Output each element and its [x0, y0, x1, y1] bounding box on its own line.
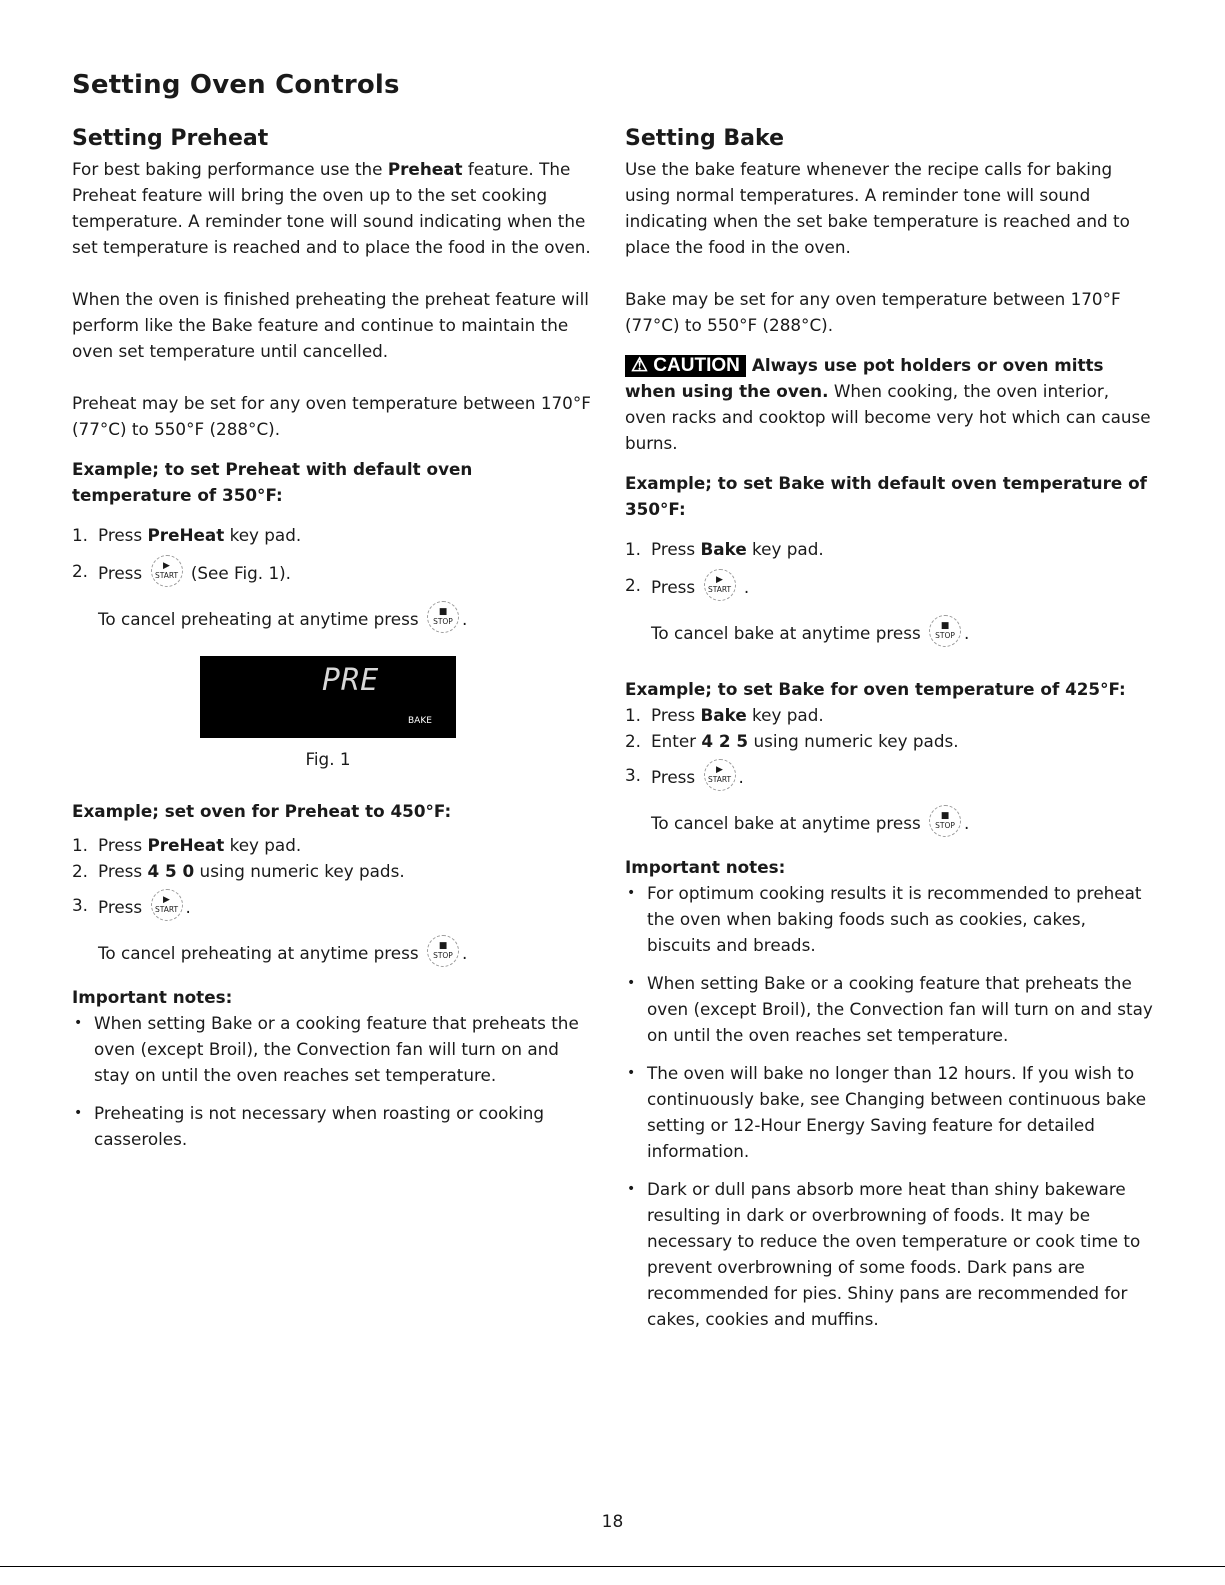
- preheat-example2-steps: [72, 832, 592, 924]
- step-text: using numeric key pads.: [748, 731, 959, 751]
- step-text: key pad.: [224, 525, 302, 545]
- preheat-heading: Setting Preheat: [72, 126, 269, 151]
- preheat-range: Preheat may be set for any oven temperature between 170°F (77°C) to 550°F (288°C).: [72, 393, 591, 439]
- step-keyword: 4 2 5: [701, 731, 749, 751]
- oven-display: [200, 656, 456, 738]
- stop-key-icon: [929, 615, 961, 647]
- bake-notes-title: Important notes:: [625, 857, 786, 877]
- preheat-intro: [72, 156, 592, 260]
- page-title: Setting Oven Controls: [72, 70, 400, 100]
- figure-1: [200, 656, 456, 772]
- step-number: 1.: [72, 835, 89, 855]
- preheat-column: [72, 124, 592, 1164]
- bake-example1-title: Example; to set Bake with default oven temperature of 350°F:: [625, 473, 1147, 519]
- cancel-text: To cancel bake at anytime press: [651, 623, 921, 643]
- start-key-label: START: [707, 585, 732, 594]
- stop-key-label: STOP: [935, 821, 955, 830]
- start-key-label: START: [154, 571, 179, 580]
- step-number: 1.: [625, 539, 642, 559]
- stop-icon: ■: [438, 607, 448, 617]
- start-key-label: START: [707, 775, 732, 784]
- list-item: • The oven will bake no longer than 12 hours. If you wish to continuously bake, see Changing between continuous bake setting or 12-Hour Energy Saving feature for detailed information.: [625, 1060, 1155, 1164]
- list-item: [625, 728, 1155, 754]
- step-text: Press: [651, 577, 696, 597]
- figure-caption: Fig. 1: [305, 749, 351, 769]
- cancel-text: To cancel preheating at anytime press: [98, 609, 419, 629]
- step-number: 2.: [625, 575, 642, 595]
- list-item: • Dark or dull pans absorb more heat than shiny bakeware resulting in dark or overbrowning of foods. It may be necessary to reduce the oven temperature or cook time to prevent overbrowning of some foods. Dark pans are recommended for pies. Shiny pans are recommended for cakes, cookies and muffins.: [625, 1176, 1155, 1332]
- play-icon: ▶: [716, 575, 723, 585]
- step-number: 2.: [72, 561, 89, 581]
- step-number: 2.: [625, 731, 642, 751]
- cancel-text: To cancel bake at anytime press: [651, 813, 921, 833]
- step-text: key pad.: [746, 705, 824, 725]
- bake-intro: Use the bake feature whenever the recipe calls for baking using normal temperatures. A reminder tone will sound indicating when the set bake temperature is reached and to place the food in the oven.: [625, 159, 1130, 257]
- start-key-icon: [704, 569, 736, 601]
- preheat-example2-cancel: To cancel preheating at anytime press ■ STOP .: [98, 938, 592, 970]
- step-text: Press: [651, 767, 696, 787]
- stop-icon: ■: [438, 941, 448, 951]
- list-item: [72, 558, 592, 590]
- caution-paragraph: [625, 352, 1155, 456]
- step-keyword: 4 5 0: [147, 861, 195, 881]
- stop-key-label: STOP: [433, 951, 453, 960]
- cancel-text: To cancel preheating at anytime press: [98, 943, 419, 963]
- list-item: [625, 702, 1155, 728]
- step-text: Press: [98, 835, 148, 855]
- play-icon: ▶: [163, 561, 170, 571]
- preheat-paragraph-2: When the oven is finished preheating the preheat feature will perform like the Bake feature and continue to maintain the oven set temperature until cancelled.: [72, 289, 589, 361]
- bake-example2-title: Example; to set Bake for oven temperature of 425°F:: [625, 679, 1126, 699]
- step-text: Enter: [651, 731, 702, 751]
- bake-column: [625, 124, 1155, 1344]
- bottom-rule: [0, 1566, 1225, 1567]
- step-text: key pad.: [746, 539, 824, 559]
- preheat-notes-title: Important notes:: [72, 987, 233, 1007]
- preheat-notes-list: [72, 1010, 592, 1152]
- list-item: • When setting Bake or a cooking feature that preheats the oven (except Broil), the Convection fan will turn on and stay on until the oven reaches set temperature.: [72, 1010, 592, 1088]
- step-number: 2.: [72, 861, 89, 881]
- preheat-intro-bold: Preheat: [387, 159, 463, 179]
- play-icon: ▶: [716, 765, 723, 775]
- step-text: Press: [98, 563, 143, 583]
- preheat-intro-text-b: feature. The Preheat feature will bring the oven up to the set cooking temperature. A reminder tone will sound indicating when the set temperature is reached and to place the food in the oven.: [72, 159, 591, 257]
- step-text: using numeric key pads.: [194, 861, 405, 881]
- step-keyword: PreHeat: [147, 525, 225, 545]
- list-item: [72, 858, 592, 884]
- caution-text: When cooking, the oven interior, oven racks and cooktop will become very hot which can cause burns.: [625, 381, 1151, 453]
- step-text: key pad.: [224, 835, 302, 855]
- page-number: 18: [601, 1512, 624, 1532]
- step-number: 3.: [72, 895, 89, 915]
- step-text: Press: [651, 539, 701, 559]
- start-key-icon: [704, 759, 736, 791]
- step-keyword: PreHeat: [147, 835, 225, 855]
- step-keyword: Bake: [700, 539, 747, 559]
- stop-icon: ■: [940, 621, 950, 631]
- bake-example1-cancel: To cancel bake at anytime press ■ STOP .: [651, 618, 1155, 650]
- step-text: (See Fig. 1).: [190, 563, 292, 583]
- list-item: [625, 762, 1155, 794]
- step-text: Press: [98, 525, 148, 545]
- step-text: Press: [98, 861, 148, 881]
- list-item: • For optimum cooking results it is recommended to preheat the oven when baking foods such as cookies, cakes, biscuits and breads.: [625, 880, 1155, 958]
- bake-notes-list: [625, 880, 1155, 1332]
- caution-bold-text: Always use pot holders or oven mitts when using the oven.: [625, 355, 1104, 401]
- bake-range: Bake may be set for any oven temperature between 170°F (77°C) to 550°F (288°C).: [625, 289, 1121, 335]
- step-keyword: Bake: [700, 705, 747, 725]
- bake-example2-steps: [625, 702, 1155, 794]
- preheat-intro-text-a: For best baking performance use the: [72, 159, 388, 179]
- list-item: [72, 832, 592, 858]
- bake-heading: Setting Bake: [625, 126, 784, 151]
- display-mode-label: BAKE: [408, 716, 432, 726]
- stop-key-label: STOP: [935, 631, 955, 640]
- start-key-icon: [151, 555, 183, 587]
- preheat-example1-steps: [72, 522, 592, 590]
- step-text: Press: [651, 705, 701, 725]
- step-text: Press: [98, 897, 143, 917]
- display-readout: PRE: [322, 663, 380, 698]
- start-key-icon: [151, 889, 183, 921]
- start-key-label: START: [154, 905, 179, 914]
- list-item: • When setting Bake or a cooking feature that preheats the oven (except Broil), the Convection fan will turn on and stay on until the oven reaches set temperature.: [625, 970, 1155, 1048]
- list-item: [625, 536, 1155, 562]
- caution-badge: ⚠ CAUTION: [625, 355, 746, 377]
- bake-example2-cancel: To cancel bake at anytime press ■ STOP .: [651, 808, 1155, 840]
- list-item: [625, 572, 1155, 604]
- step-text: .: [185, 897, 191, 917]
- step-number: 1.: [625, 705, 642, 725]
- bake-example1-steps: [625, 536, 1155, 604]
- preheat-example1-cancel: To cancel preheating at anytime press ■ STOP .: [98, 604, 592, 636]
- stop-icon: ■: [940, 811, 950, 821]
- list-item: • Preheating is not necessary when roasting or cooking casseroles.: [72, 1100, 592, 1152]
- step-text: .: [738, 767, 744, 787]
- step-number: 3.: [625, 765, 642, 785]
- step-number: 1.: [72, 525, 89, 545]
- list-item: [72, 892, 592, 924]
- stop-key-label: STOP: [433, 617, 453, 626]
- stop-key-icon: [427, 601, 459, 633]
- preheat-example1-title: Example; to set Preheat with default oven temperature of 350°F:: [72, 459, 473, 505]
- step-text: .: [743, 577, 750, 597]
- preheat-example2-title: Example; set oven for Preheat to 450°F:: [72, 801, 452, 821]
- play-icon: ▶: [163, 895, 170, 905]
- stop-key-icon: [929, 805, 961, 837]
- stop-key-icon: [427, 935, 459, 967]
- list-item: [72, 522, 592, 548]
